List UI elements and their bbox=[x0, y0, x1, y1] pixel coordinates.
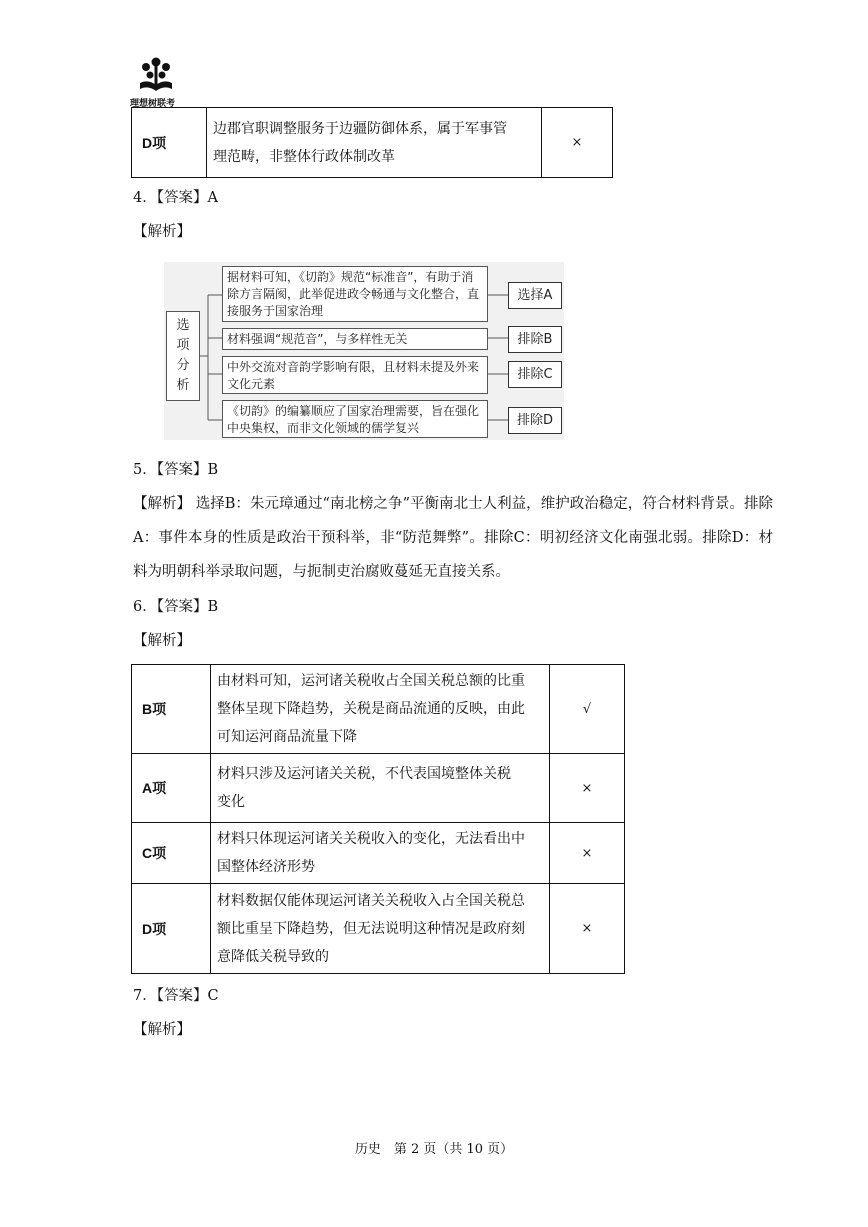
explanation-line: 由材料可知，运河诸关税收占全国关税总额的比重 bbox=[217, 673, 525, 689]
option-table-top bbox=[131, 107, 613, 178]
explanation-line: 材料只涉及运河诸关关税，不代表国境整体关税 bbox=[217, 766, 511, 782]
explanation-line: 变化 bbox=[217, 794, 245, 810]
table-row bbox=[132, 823, 625, 884]
explanation-line: 理范畴，非整体行政体制改革 bbox=[213, 148, 395, 165]
diagram-result: 选择A bbox=[508, 282, 562, 309]
logo-text: 理想树联考 bbox=[130, 99, 176, 109]
q7-analysis-label: 【解析】 bbox=[133, 1022, 191, 1038]
q5-analysis: 【解析】 选择B：朱元璋通过“南北榜之争”平衡南北士人利益，维护政治稳定，符合材料背景。排除A：事件本身的性质是政治干预科举，非“防范舞弊”。排除C：明初经济文化南强北弱。排除D：材料为明朝科举录取问题，与扼制吏治腐败蔓延无直接关系。 bbox=[133, 496, 773, 580]
explanation-line: 材料只体现运河诸关关税收入的变化，无法看出中 bbox=[217, 831, 525, 847]
option-mark: × bbox=[550, 754, 625, 823]
option-explanation bbox=[211, 884, 550, 974]
root-char: 析 bbox=[176, 378, 190, 393]
option-mark: × bbox=[550, 823, 625, 884]
root-char: 分 bbox=[176, 358, 190, 373]
q7-answer: 7．【答案】C bbox=[133, 988, 219, 1004]
diagram-item: 中外交流对音韵学影响有限，且材料未提及外来文化元素 bbox=[222, 356, 488, 394]
logo bbox=[130, 56, 190, 108]
q5-answer: 5．【答案】B bbox=[133, 462, 219, 478]
table-row bbox=[132, 665, 625, 754]
q6-analysis-label: 【解析】 bbox=[133, 633, 191, 649]
option-analysis-diagram bbox=[164, 262, 564, 440]
explanation-line: 可知运河商品流量下降 bbox=[217, 729, 357, 745]
root-char: 选 bbox=[176, 318, 190, 333]
option-tag: A项 bbox=[132, 754, 211, 823]
page-footer: 历史 第 2 页（共 10 页） bbox=[354, 1142, 514, 1157]
table-row bbox=[132, 754, 625, 823]
option-explanation bbox=[211, 754, 550, 823]
root-char: 项 bbox=[176, 338, 190, 353]
option-explanation bbox=[207, 108, 542, 178]
q6-answer: 6．【答案】B bbox=[133, 599, 219, 615]
diagram-root bbox=[166, 311, 200, 401]
tree-book-icon bbox=[136, 56, 176, 94]
explanation-line: 额比重呈下降趋势，但无法说明这种情况是政府刻 bbox=[217, 920, 525, 937]
table-row bbox=[132, 884, 625, 974]
explanation-line: 意降低关税导致的 bbox=[217, 948, 329, 965]
diagram-result: 排除C bbox=[508, 361, 562, 388]
diagram-item: 《切韵》的编纂顺应了国家治理需要，旨在强化中央集权，而非文化领域的儒学复兴 bbox=[222, 400, 488, 438]
explanation-line: 边郡官职调整服务于边疆防御体系，属于军事管 bbox=[213, 120, 507, 137]
explanation-line: 整体呈现下降趋势，关税是商品流通的反映，由此 bbox=[217, 701, 525, 717]
option-tag: B项 bbox=[132, 665, 211, 754]
diagram-result: 排除B bbox=[508, 326, 562, 353]
option-tag: D项 bbox=[132, 884, 211, 974]
q4-answer: 4．【答案】A bbox=[133, 190, 218, 206]
option-mark: × bbox=[550, 884, 625, 974]
explanation-line: 材料数据仅能体现运河诸关关税收入占全国关税总 bbox=[217, 892, 525, 909]
explanation-line: 国整体经济形势 bbox=[217, 859, 315, 875]
diagram-result: 排除D bbox=[508, 407, 562, 434]
q4-analysis-label: 【解析】 bbox=[133, 224, 191, 240]
option-tag: C项 bbox=[132, 823, 211, 884]
option-mark: × bbox=[542, 108, 613, 178]
table-row bbox=[132, 108, 613, 178]
option-mark: √ bbox=[550, 665, 625, 754]
option-tag: D项 bbox=[132, 108, 207, 178]
diagram-item: 据材料可知，《切韵》规范“标准音”，有助于消除方言隔阂，此举促进政令畅通与文化整合，直接服务于国家治理 bbox=[222, 266, 488, 322]
option-explanation bbox=[211, 665, 550, 754]
option-explanation bbox=[211, 823, 550, 884]
option-table-q6 bbox=[131, 664, 625, 974]
diagram-item: 材料强调“规范音”，与多样性无关 bbox=[222, 328, 488, 350]
